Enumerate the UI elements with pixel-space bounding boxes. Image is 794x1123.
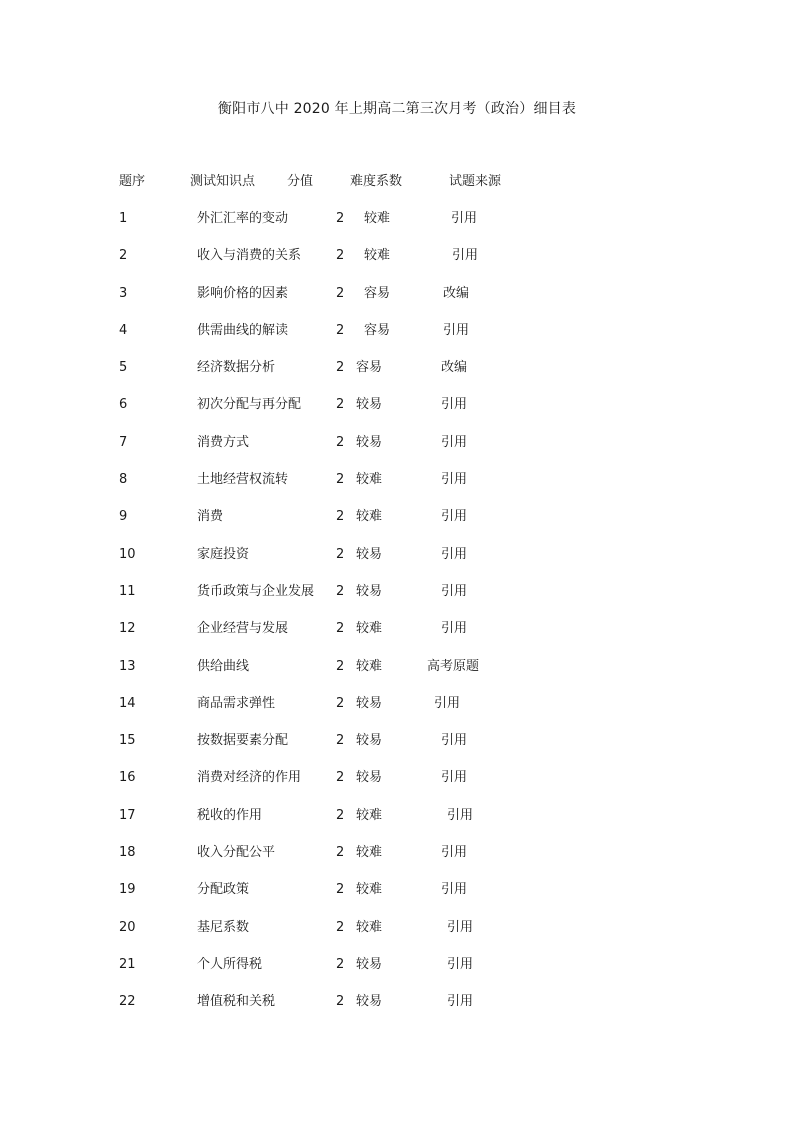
row-difficulty: 较易 [356,583,383,599]
row-score: 2 [336,211,345,226]
document-title: 衡阳市八中 2020 年上期高二第三次月考（政治）细目表 [217,101,577,117]
row-topic: 增值税和关税 [197,994,276,1010]
row-source: 引用 [441,583,468,599]
row-topic: 税收的作用 [197,807,263,823]
row-number: 13 [119,658,136,674]
row-score: 2 [336,919,345,935]
row-topic: 初次分配与再分配 [197,397,302,413]
row-source: 改编 [443,285,470,301]
row-number: 5 [119,360,128,376]
row-topic: 经济数据分析 [197,360,276,376]
row-difficulty: 容易 [364,322,391,338]
table-row [119,545,739,582]
row-topic: 供给曲线 [197,658,250,674]
table-row [119,395,739,432]
row-number: 3 [119,285,128,301]
table-row [119,433,739,470]
row-source: 引用 [441,509,468,525]
row-difficulty: 较难 [356,919,383,935]
table-row [119,880,739,917]
row-difficulty: 容易 [356,360,383,376]
table-row [119,694,739,731]
row-source: 引用 [441,882,468,898]
header-no: 题序 [119,174,146,189]
row-difficulty: 较易 [356,397,383,413]
row-topic: 消费 [197,509,224,525]
row-difficulty: 较难 [356,845,383,861]
row-source: 引用 [447,807,474,823]
row-number: 2 [119,248,128,264]
row-topic: 消费方式 [197,434,250,450]
header-source: 试题来源 [449,174,502,189]
row-topic: 个人所得税 [197,956,263,972]
table-row [119,619,739,656]
row-difficulty: 较难 [356,472,383,488]
table-row [119,284,739,321]
row-topic: 收入分配公平 [197,845,276,861]
row-source: 引用 [447,994,474,1010]
row-score: 2 [336,546,345,562]
row-number: 10 [119,546,136,562]
row-source: 改编 [441,360,468,376]
row-number: 22 [119,994,136,1010]
row-difficulty: 较难 [356,807,383,823]
row-source: 引用 [443,322,470,338]
row-number: 4 [119,322,128,338]
row-source: 引用 [441,845,468,861]
row-source: 引用 [441,770,468,786]
table-row [119,657,739,694]
row-difficulty: 较易 [356,770,383,786]
table-body [119,209,739,1030]
table-row [119,843,739,880]
row-topic: 按数据要素分配 [197,733,289,749]
row-number: 6 [119,397,128,413]
row-score: 2 [336,583,345,599]
table-row [119,731,739,768]
row-number: 14 [119,695,136,711]
row-topic: 消费对经济的作用 [197,770,302,786]
row-topic: 商品需求弹性 [197,695,276,711]
row-source: 引用 [441,434,468,450]
row-topic: 企业经营与发展 [197,621,289,637]
row-topic: 供需曲线的解读 [197,322,289,338]
row-score: 2 [336,621,345,637]
row-topic: 基尼系数 [197,919,250,935]
row-score: 2 [336,994,345,1010]
row-difficulty: 较难 [356,621,383,637]
row-difficulty: 较难 [364,211,391,226]
row-score: 2 [336,658,345,674]
row-difficulty: 较难 [356,882,383,898]
row-score: 2 [336,397,345,413]
row-difficulty: 容易 [364,285,391,301]
row-source: 引用 [441,546,468,562]
row-score: 2 [336,434,345,450]
row-number: 7 [119,434,128,450]
row-number: 11 [119,583,136,599]
row-difficulty: 较易 [356,956,383,972]
table-row [119,358,739,395]
row-score: 2 [336,360,345,376]
table-row [119,806,739,843]
row-topic: 分配政策 [197,882,250,898]
row-topic: 外汇汇率的变动 [197,211,289,226]
row-source: 引用 [441,621,468,637]
row-difficulty: 较难 [356,658,383,674]
row-number: 12 [119,621,136,637]
row-number: 1 [119,211,128,226]
row-source: 引用 [447,956,474,972]
row-topic: 收入与消费的关系 [197,248,302,264]
table-row [119,992,739,1029]
row-topic: 影响价格的因素 [197,285,289,301]
row-score: 2 [336,472,345,488]
row-number: 19 [119,882,136,898]
table-row [119,470,739,507]
row-source: 引用 [441,733,468,749]
row-score: 2 [336,733,345,749]
row-source: 高考原题 [427,658,480,674]
row-topic: 货币政策与企业发展 [197,583,315,599]
detail-table [119,172,739,1030]
row-difficulty: 较易 [356,733,383,749]
row-source: 引用 [451,211,478,226]
row-score: 2 [336,695,345,711]
table-row [119,321,739,358]
row-number: 20 [119,919,136,935]
row-number: 9 [119,509,128,525]
table-header-row [119,172,739,209]
row-source: 引用 [447,919,474,935]
row-score: 2 [336,956,345,972]
table-row [119,955,739,992]
row-topic: 土地经营权流转 [197,472,289,488]
row-score: 2 [336,285,345,301]
table-row [119,768,739,805]
row-difficulty: 较易 [356,434,383,450]
row-difficulty: 较易 [356,695,383,711]
row-score: 2 [336,882,345,898]
row-topic: 家庭投资 [197,546,250,562]
row-score: 2 [336,845,345,861]
row-score: 2 [336,248,345,264]
table-row [119,507,739,544]
table-row [119,209,739,246]
row-source: 引用 [441,472,468,488]
row-source: 引用 [452,248,479,264]
row-number: 17 [119,807,136,823]
row-difficulty: 较易 [356,546,383,562]
row-score: 2 [336,509,345,525]
row-number: 8 [119,472,128,488]
row-difficulty: 较难 [364,248,391,264]
row-score: 2 [336,770,345,786]
row-number: 18 [119,845,136,861]
row-difficulty: 较易 [356,994,383,1010]
row-source: 引用 [434,695,461,711]
row-number: 15 [119,733,136,749]
row-source: 引用 [441,397,468,413]
row-number: 21 [119,956,136,972]
header-topic: 测试知识点 [190,174,256,189]
table-row [119,246,739,283]
row-difficulty: 较难 [356,509,383,525]
header-difficulty: 难度系数 [350,174,403,189]
row-number: 16 [119,770,136,786]
header-score: 分值 [287,174,314,189]
table-row [119,918,739,955]
table-row [119,582,739,619]
row-score: 2 [336,807,345,823]
row-score: 2 [336,322,345,338]
